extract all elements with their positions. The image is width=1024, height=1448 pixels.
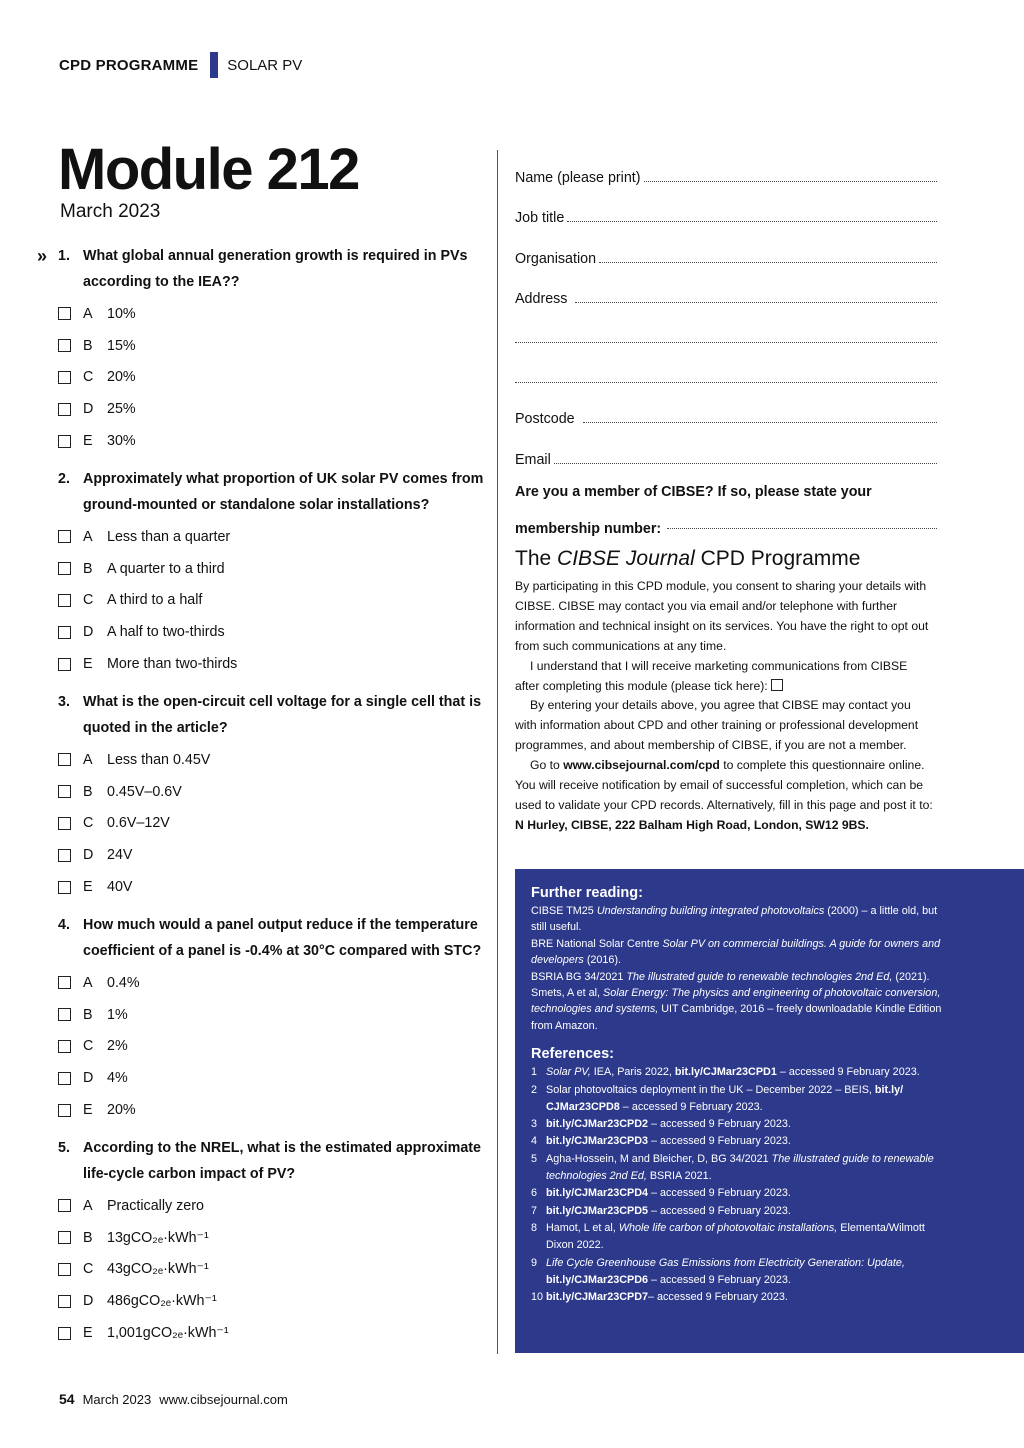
reference-text: Hamot, L et al, Whole life carbon of photovoltaic installations, Elementa/Wilmott Dixon 2022. <box>546 1221 925 1252</box>
question-5 <box>36 1135 486 1358</box>
answer-option[interactable] <box>83 298 486 330</box>
postal-address: N Hurley, CIBSE, 222 Balham High Road, London, SW12 9BS. <box>515 817 869 832</box>
question-text <box>58 689 486 741</box>
question-label: How much would a panel output reduce if the temperature coefficient of a panel is -0.4% at 30°C compared with STC? <box>83 916 482 959</box>
option-label: 30% <box>107 433 136 450</box>
answer-option[interactable] <box>83 393 486 425</box>
option-letter: D <box>83 401 94 418</box>
answer-checkbox[interactable] <box>58 881 71 894</box>
reference-item <box>531 1203 944 1220</box>
question-text <box>58 912 486 964</box>
question-number: 1. <box>58 248 70 264</box>
membership-question: Are you a member of CIBSE? If so, please state your <box>515 483 872 500</box>
email-line[interactable] <box>554 463 937 464</box>
option-letter: D <box>83 847 94 864</box>
address-field[interactable] <box>515 267 937 307</box>
option-letter: E <box>83 1102 93 1119</box>
postcode-line[interactable] <box>583 422 937 423</box>
answer-option[interactable] <box>83 1222 486 1254</box>
answer-option[interactable] <box>83 648 486 680</box>
answer-checkbox[interactable] <box>58 658 71 671</box>
reference-number: 5 <box>531 1152 538 1165</box>
option-letter: C <box>83 369 94 386</box>
option-letter: B <box>83 337 93 354</box>
option-label: 20% <box>107 1102 136 1119</box>
reference-number: 9 <box>531 1256 538 1269</box>
option-label: 15% <box>107 337 136 354</box>
answer-checkbox[interactable] <box>58 817 71 830</box>
answer-checkbox[interactable] <box>58 403 71 416</box>
address-field-3[interactable] <box>515 347 937 387</box>
question-number: 3. <box>58 693 70 710</box>
column-divider <box>497 150 498 1354</box>
page-number: 54 <box>59 1391 75 1407</box>
option-label: 40V <box>107 879 133 896</box>
option-label: 4% <box>107 1070 128 1087</box>
option-label: 1,001gCO₂ₑ·kWh⁻¹ <box>107 1325 229 1342</box>
option-label: Less than a quarter <box>107 528 231 545</box>
cpd-programme-text <box>515 577 933 836</box>
address-label: Address <box>515 290 568 307</box>
organisation-line[interactable] <box>599 262 937 263</box>
reference-link[interactable]: bit.ly/ CJMar23CPD8 <box>546 1083 904 1113</box>
answer-option[interactable] <box>83 1190 486 1222</box>
option-letter: D <box>83 624 94 641</box>
reference-text: bit.ly/CJMar23CPD4 – accessed 9 February 2023. <box>546 1187 791 1200</box>
question-number: 2. <box>58 470 70 487</box>
name-line[interactable] <box>644 181 937 182</box>
answer-option[interactable] <box>83 967 486 999</box>
email-label: Email <box>515 451 551 468</box>
answer-checkbox[interactable] <box>58 626 71 639</box>
reference-number: 2 <box>531 1083 538 1096</box>
address-line-1[interactable] <box>575 302 937 303</box>
marketing-tick-checkbox[interactable] <box>771 679 783 691</box>
answer-checkbox[interactable] <box>58 530 71 543</box>
answer-checkbox[interactable] <box>58 849 71 862</box>
answer-option[interactable] <box>83 1317 486 1349</box>
answer-option[interactable] <box>83 744 486 776</box>
reference-item <box>531 1289 944 1306</box>
membership-number-label: membership number: <box>515 520 662 537</box>
organisation-field[interactable] <box>515 226 937 266</box>
contact-paragraph: By entering your details above, you agree that CIBSE may contact you with information about CPD and other training or professional development programmes, and about membership of CIBSE, if you are not a member. <box>515 698 919 753</box>
answer-option[interactable] <box>83 362 486 394</box>
reference-link[interactable]: bit.ly/CJMar23CPD3 <box>546 1135 649 1148</box>
reference-link[interactable]: bit.ly/CJMar23CPD7 <box>546 1291 649 1304</box>
answer-checkbox[interactable] <box>58 1199 71 1212</box>
reference-number: 1 <box>531 1066 538 1079</box>
footer-url: www.cibsejournal.com <box>159 1392 288 1407</box>
job-title-label: Job title <box>515 210 565 227</box>
reference-text: bit.ly/CJMar23CPD5 – accessed 9 February 2023. <box>546 1204 791 1217</box>
question-label: What global annual generation growth is required in PVs according to the IEA?? <box>83 248 468 290</box>
reference-number: 8 <box>531 1221 538 1234</box>
references-list <box>531 1064 944 1306</box>
option-label: A quarter to a third <box>107 560 225 577</box>
reference-link[interactable]: bit.ly/CJMar23CPD2 <box>546 1118 649 1131</box>
further-reading-item: BRE National Solar Centre Solar PV on commercial buildings. A guide for owners and developers (2016). <box>531 937 941 967</box>
option-label: 486gCO₂ₑ·kWh⁻¹ <box>107 1293 217 1310</box>
consent-paragraph: By participating in this CPD module, you consent to sharing your details with CIBSE. CIBSE may contact you via email and/or telephone with further information and technical insight on its services. You have the right to opt out from such communications at any time. <box>515 579 929 653</box>
reference-item <box>531 1151 944 1186</box>
address-field-2[interactable] <box>515 307 937 347</box>
option-letter: E <box>83 656 93 673</box>
further-reading-item: BSRIA BG 34/2021 The illustrated guide to renewable technologies 2nd Ed, (2021). <box>531 970 930 983</box>
reference-item <box>531 1220 944 1255</box>
cpd-url-link[interactable]: www.cibsejournal.com/cpd <box>563 758 720 773</box>
answer-option[interactable] <box>83 553 486 585</box>
option-letter: E <box>83 879 93 896</box>
answer-checkbox[interactable] <box>58 1104 71 1117</box>
option-label: 0.45V–0.6V <box>107 783 182 800</box>
reference-number: 10 <box>531 1291 544 1304</box>
reference-item <box>531 1255 944 1290</box>
question-4 <box>36 912 486 1135</box>
answer-checkbox[interactable] <box>58 1327 71 1340</box>
option-letter: C <box>83 1038 94 1055</box>
option-letter: A <box>83 528 93 545</box>
answer-option[interactable] <box>83 999 486 1031</box>
answer-checkbox[interactable] <box>58 435 71 448</box>
marketing-paragraph: I understand that I will receive marketing communications from CIBSE after completing this module (please tick here): <box>515 658 908 693</box>
answer-option[interactable] <box>83 1285 486 1317</box>
option-label: 25% <box>107 401 136 418</box>
name-field[interactable] <box>515 146 937 186</box>
option-letter: C <box>83 592 94 609</box>
option-letter: D <box>83 1070 94 1087</box>
references-heading: References: <box>531 1046 615 1063</box>
membership-number-line[interactable] <box>667 528 937 529</box>
option-label: Practically zero <box>107 1197 204 1214</box>
page-footer <box>59 1391 288 1407</box>
membership-field[interactable] <box>515 477 937 537</box>
organisation-label: Organisation <box>515 250 597 267</box>
reference-text: Solar photovoltaics deployment in the UK – December 2022 – BEIS, bit.ly/ CJMar23CPD8 – accessed 9 February 2023. <box>546 1083 904 1113</box>
answer-option[interactable] <box>83 521 486 553</box>
answer-checkbox[interactable] <box>58 562 71 575</box>
option-letter: A <box>83 305 93 322</box>
footer-date: March 2023 <box>82 1392 152 1407</box>
option-label: 0.6V–12V <box>107 815 170 832</box>
question-text <box>58 1135 486 1187</box>
answer-option[interactable] <box>83 1062 486 1094</box>
reference-text: bit.ly/CJMar23CPD2 – accessed 9 February 2023. <box>546 1118 791 1131</box>
answer-option[interactable] <box>83 871 486 903</box>
reference-text: Solar PV, IEA, Paris 2022, bit.ly/CJMar23CPD1 – accessed 9 February 2023. <box>546 1066 920 1079</box>
option-letter: E <box>83 433 93 450</box>
option-label: 13gCO₂ₑ·kWh⁻¹ <box>107 1229 209 1246</box>
option-letter: B <box>83 783 93 800</box>
reference-text: bit.ly/CJMar23CPD7– accessed 9 February 2023. <box>546 1291 788 1304</box>
answer-checkbox[interactable] <box>58 1263 71 1276</box>
online-paragraph: Go to www.cibsejournal.com/cpd to complete this questionnaire online. You will receive notification by email of successful completion, which can be used to validate your CPD records. Alternatively, fill in this page and post it to: N Hurley, CIBSE, 222 Balham High Road, London, SW12 9BS. <box>515 758 933 832</box>
answer-checkbox[interactable] <box>58 371 71 384</box>
job-title-field[interactable] <box>515 186 937 226</box>
reference-number: 6 <box>531 1187 538 1200</box>
option-label: 2% <box>107 1038 128 1055</box>
cpd-programme-heading: The CIBSE Journal CPD Programme <box>515 547 861 570</box>
reference-number: 3 <box>531 1118 538 1131</box>
reference-link[interactable]: bit.ly/CJMar23CPD6 <box>546 1273 649 1286</box>
answer-checkbox[interactable] <box>58 1008 71 1021</box>
option-letter: C <box>83 1261 94 1278</box>
header-accent-bar <box>210 52 218 78</box>
answer-checkbox[interactable] <box>58 785 71 798</box>
option-letter: A <box>83 751 93 768</box>
question-1 <box>36 243 486 466</box>
reference-link[interactable]: bit.ly/CJMar23CPD5 <box>546 1204 649 1217</box>
reference-number: 4 <box>531 1135 538 1148</box>
further-reading-panel <box>515 869 1024 1353</box>
running-header <box>59 52 302 78</box>
further-reading-heading: Further reading: <box>531 885 643 901</box>
reference-item <box>531 1185 944 1202</box>
option-letter: E <box>83 1325 93 1342</box>
option-label: A half to two-thirds <box>107 624 225 641</box>
answer-checkbox[interactable] <box>58 307 71 320</box>
question-label: Approximately what proportion of UK solar PV comes from ground-mounted or standalone solar installations? <box>83 470 484 513</box>
reference-link[interactable]: bit.ly/CJMar23CPD1 <box>674 1066 777 1079</box>
reference-item <box>531 1133 944 1150</box>
option-label: 43gCO₂ₑ·kWh⁻¹ <box>107 1261 209 1278</box>
answer-option[interactable] <box>83 1254 486 1286</box>
option-label: Less than 0.45V <box>107 751 211 768</box>
option-letter: A <box>83 1197 93 1214</box>
answer-option[interactable] <box>83 330 486 362</box>
option-label: 10% <box>107 305 136 322</box>
topic-label: SOLAR PV <box>227 56 303 74</box>
answer-checkbox[interactable] <box>58 753 71 766</box>
reference-number: 7 <box>531 1204 538 1217</box>
question-number: 5. <box>58 1139 70 1156</box>
answer-option[interactable] <box>83 616 486 648</box>
answer-checkbox[interactable] <box>58 1295 71 1308</box>
option-label: More than two-thirds <box>107 656 238 673</box>
answer-checkbox[interactable] <box>58 976 71 989</box>
answer-option[interactable] <box>83 776 486 808</box>
reference-item <box>531 1064 944 1081</box>
reference-link[interactable]: bit.ly/CJMar23CPD4 <box>546 1187 649 1200</box>
reference-item <box>531 1116 944 1133</box>
further-reading-list <box>531 903 944 1034</box>
answer-checkbox[interactable] <box>58 1040 71 1053</box>
option-label: 1% <box>107 1006 128 1023</box>
option-letter: B <box>83 560 93 577</box>
reference-text: Agha-Hossein, M and Bleicher, D, BG 34/2021 The illustrated guide to renewable technologies 2nd Ed, BSRIA 2021. <box>546 1152 934 1183</box>
question-3 <box>36 689 486 912</box>
answer-option[interactable] <box>83 839 486 871</box>
option-label: 24V <box>107 847 133 864</box>
option-letter: D <box>83 1293 94 1310</box>
double-chevron-icon: » <box>37 246 48 266</box>
question-text <box>58 466 486 518</box>
option-label: A third to a half <box>107 592 203 609</box>
further-reading-item: Smets, A et al, Solar Energy: The physics and engineering of photovoltaic conversion, technologies and systems, UIT Cambridge, 2016 – freely downloadable Kindle Edition from Amazon. <box>531 987 942 1032</box>
option-label: 0.4% <box>107 974 140 991</box>
job-title-line[interactable] <box>567 221 937 222</box>
further-reading-item: CIBSE TM25 Understanding building integrated photovoltaics (2000) – a little old, but still useful. <box>531 905 938 934</box>
email-field[interactable] <box>515 427 937 467</box>
answer-option[interactable] <box>83 808 486 840</box>
answer-checkbox[interactable] <box>58 594 71 607</box>
postcode-field[interactable] <box>515 387 937 427</box>
option-letter: B <box>83 1229 93 1246</box>
question-label: According to the NREL, what is the estimated approximate life-cycle carbon impact of PV? <box>83 1139 481 1182</box>
answer-option[interactable] <box>83 585 486 617</box>
answer-checkbox[interactable] <box>58 1072 71 1085</box>
module-date: March 2023 <box>60 201 161 222</box>
address-line-2[interactable] <box>515 342 937 343</box>
reference-text: Life Cycle Greenhouse Gas Emissions from Electricity Generation: Update, bit.ly/CJMar23CPD6 – accessed 9 February 2023. <box>546 1256 905 1286</box>
question-label: What is the open-circuit cell voltage for a single cell that is quoted in the article? <box>83 693 482 736</box>
address-line-3[interactable] <box>515 382 937 383</box>
option-letter: C <box>83 815 94 832</box>
answer-checkbox[interactable] <box>58 1231 71 1244</box>
reference-item <box>531 1082 944 1117</box>
answer-option[interactable] <box>83 1094 486 1126</box>
name-label: Name (please print) <box>515 170 641 187</box>
postcode-label: Postcode <box>515 411 575 428</box>
question-number: 4. <box>58 916 70 933</box>
option-label: 20% <box>107 369 136 386</box>
answer-option[interactable] <box>83 425 486 457</box>
answer-option[interactable] <box>83 1031 486 1063</box>
option-letter: A <box>83 974 93 991</box>
questions-list <box>36 243 486 1358</box>
programme-label: CPD PROGRAMME <box>59 56 199 74</box>
question-text <box>37 243 486 295</box>
option-letter: B <box>83 1006 93 1023</box>
reference-text: bit.ly/CJMar23CPD3 – accessed 9 February 2023. <box>546 1135 791 1148</box>
module-title: Module 212 <box>58 137 359 202</box>
answer-checkbox[interactable] <box>58 339 71 352</box>
question-2 <box>36 466 486 689</box>
details-form <box>515 146 937 537</box>
